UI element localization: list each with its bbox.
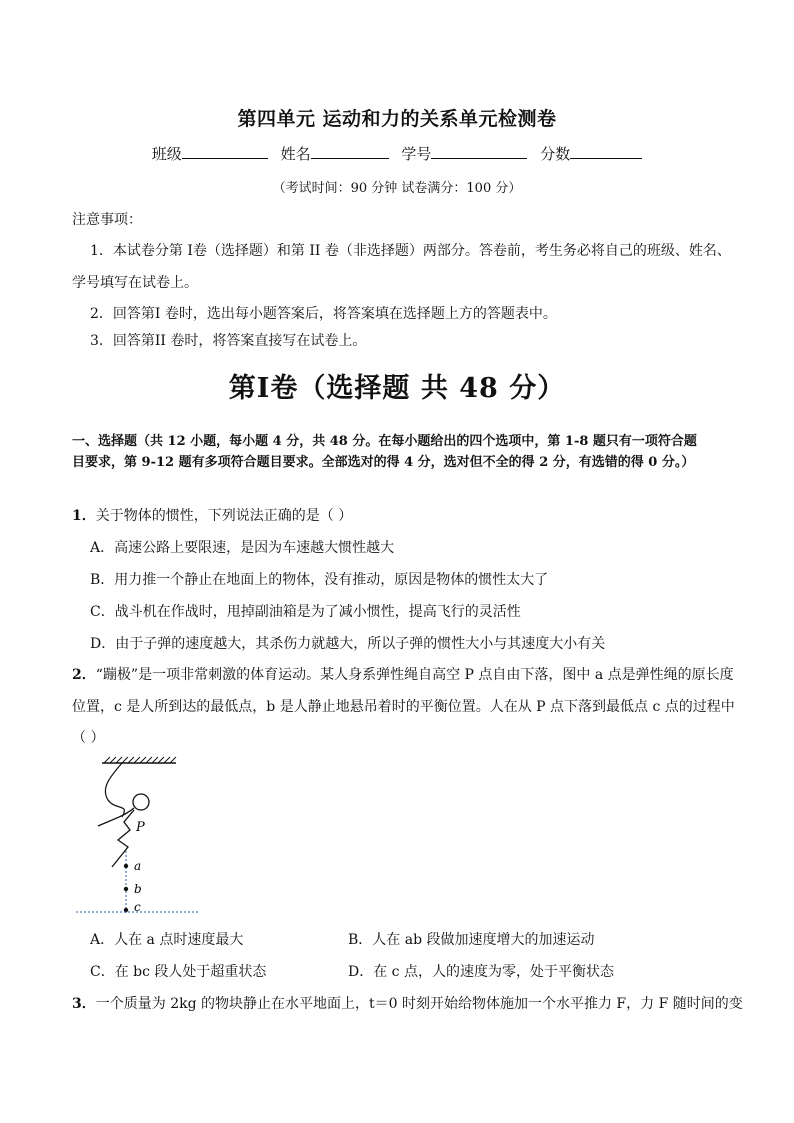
label-a: a	[134, 859, 142, 873]
question-3-stem: 一个质量为 2kg 的物块静止在水平地面上，t＝0 时刻开始给物体施加一个水平推力 F，力 F 随时间的变	[95, 996, 743, 1012]
q1-option-c[interactable]: C．战斗机在作战时，甩掉副油箱是为了减小惯性，提高飞行的灵活性	[90, 604, 521, 620]
student-id-blank[interactable]	[431, 144, 527, 159]
label-c: c	[134, 900, 141, 914]
student-info-line	[0, 143, 794, 164]
question-2-number: 2．	[72, 667, 96, 683]
q2-option-d[interactable]: D．在 c 点，人的速度为零，处于平衡状态	[348, 964, 614, 980]
question-3-number: 3．	[72, 996, 96, 1012]
student-id-label: 学号	[401, 145, 432, 163]
question-1	[72, 505, 352, 525]
bungee-diagram	[70, 755, 210, 920]
name-label: 姓名	[280, 145, 311, 163]
question-1-number: 1．	[72, 508, 96, 524]
ceiling-hatch	[104, 757, 176, 763]
question-2	[72, 664, 734, 684]
question-1-stem: 关于物体的惯性，下列说法正确的是（ ）	[95, 508, 353, 524]
note-item-3: 3．回答第II 卷时，将答案直接写在试卷上。	[90, 333, 367, 349]
note-item-1-cont: 学号填写在试卷上。	[72, 275, 198, 291]
label-p: P	[136, 820, 145, 835]
question-2-stem-1: “蹦极”是一项非常刺激的体育运动。某人身系弹性绳自高空 P 点自由下落，图中 a 点是弹性绳的原长度	[95, 667, 734, 683]
score-label: 分数	[540, 145, 571, 163]
class-label: 班级	[151, 145, 182, 163]
point-a	[124, 864, 128, 868]
question-2-stem-2: 位置，c 是人所到达的最低点，b 是人静止地悬吊着时的平衡位置。人在从 P 点下落到最低点 c 点的过程中	[72, 699, 735, 715]
part-intro-line-2: 目要求，第 9-12 题有多项符合题目要求。全部选对的得 4 分，选对但不全的得 2 分，有选错的得 0 分。）	[72, 455, 695, 470]
name-blank[interactable]	[311, 144, 389, 159]
section-heading: 第Ⅰ卷（选择题 共 48 分）	[228, 373, 566, 404]
question-2-stem-3: （ ）	[72, 730, 105, 746]
exam-info: （考试时间：90 分钟 试卷满分：100 分）	[272, 181, 522, 196]
q1-option-b[interactable]: B．用力推一个静止在地面上的物体，没有推动，原因是物体的惯性太大了	[90, 572, 549, 588]
q1-option-d[interactable]: D．由于子弹的速度越大，其杀伤力就越大，所以子弹的惯性大小与其速度大小有关	[90, 636, 606, 652]
question-3	[72, 993, 743, 1013]
class-blank[interactable]	[182, 144, 268, 159]
part-intro-line-1: 一、选择题（共 12 小题，每小题 4 分，共 48 分。在每小题给出的四个选项中，第 1-8 题只有一项符合题	[72, 434, 697, 449]
q1-option-a[interactable]: A．高速公路上要限速，是因为车速越大惯性越大	[90, 540, 395, 556]
page-title: 第四单元 运动和力的关系单元检测卷	[237, 108, 557, 130]
note-item-1: 1．本试卷分第 I卷（选择题）和第 II 卷（非选择题）两部分。答卷前，考生务必将自己的班级、姓名、	[90, 243, 731, 259]
person-head	[133, 794, 149, 810]
q2-option-c[interactable]: C．在 bc 段人处于超重状态	[90, 964, 267, 980]
elastic-cord	[105, 763, 124, 817]
label-b: b	[134, 882, 142, 896]
note-item-2: 2．回答第I 卷时，选出每小题答案后，将答案填在选择题上方的答题表中。	[90, 306, 557, 322]
point-b	[124, 887, 128, 891]
q2-option-b[interactable]: B．人在 ab 段做加速度增大的加速运动	[348, 932, 595, 948]
notes-heading: 注意事项：	[72, 212, 142, 228]
score-blank[interactable]	[570, 144, 642, 159]
q2-option-a[interactable]: A．人在 a 点时速度最大	[90, 932, 244, 948]
